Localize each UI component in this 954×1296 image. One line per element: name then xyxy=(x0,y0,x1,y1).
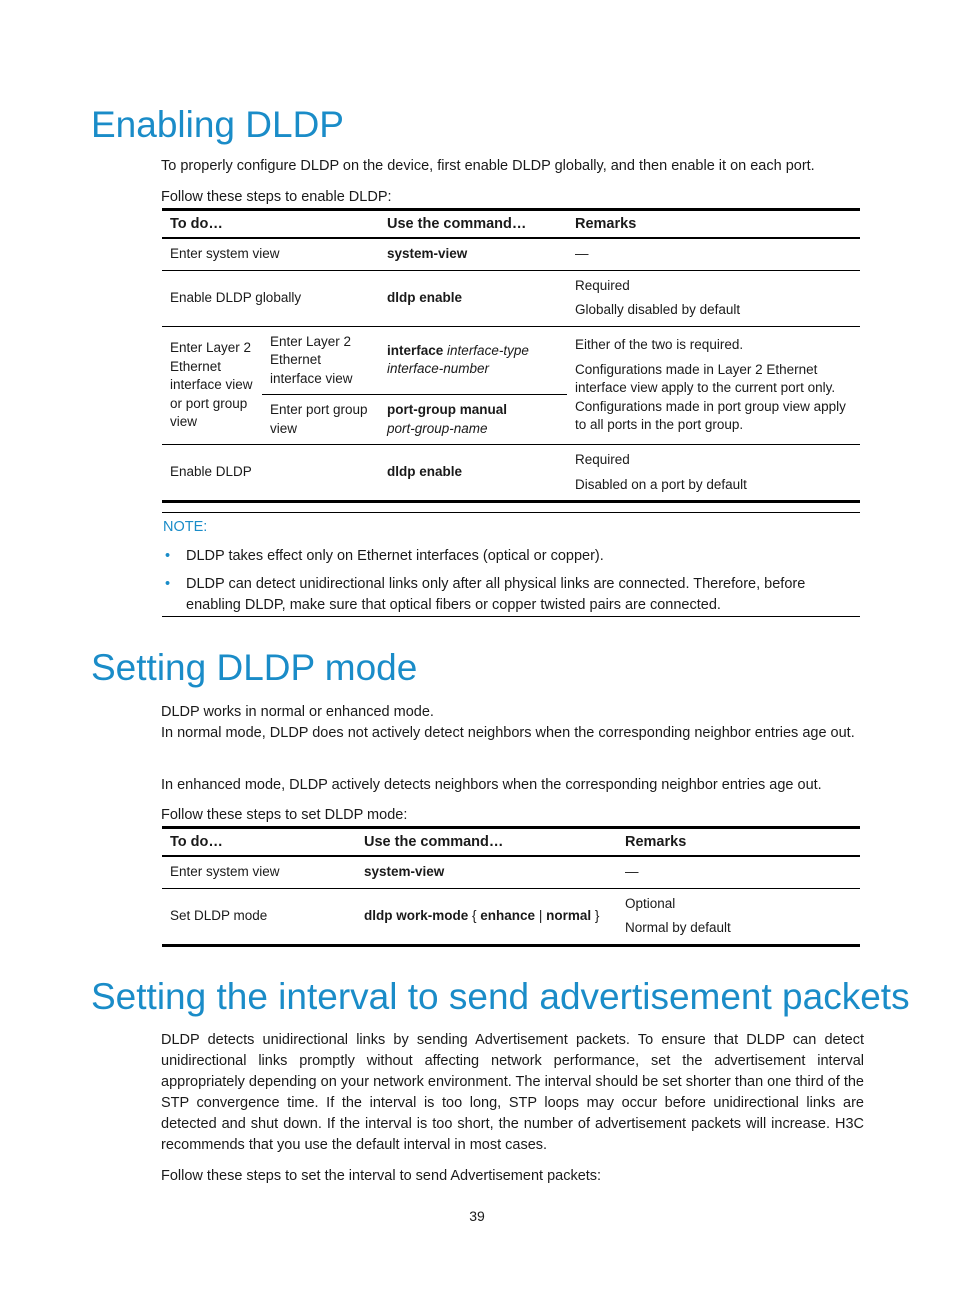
bullet-icon: • xyxy=(165,548,171,564)
header-remarks: Remarks xyxy=(567,210,860,239)
table-header-row xyxy=(162,210,860,239)
paragraph: To properly configure DLDP on the device, first enable DLDP globally, and then enable it on each port. xyxy=(161,158,815,174)
paragraph: DLDP detects unidirectional links by sending Advertisement packets. To ensure that DLDP can detect unidirectional links promptly without affecting network performance, set the advertisement interval appropriately depending on your network environment. The interval should be set shorter than one third of the STP convergence time. If the interval is too long, STP loops may occur before unidirectional links are detected and shut down. If the interval is too short, the number of advertisement packets will increase. H3C recommends that you use the default interval in most cases. xyxy=(161,1032,864,1153)
cell-todo: Enter system view xyxy=(162,856,356,888)
cell-todo-sub: Enter Layer 2 Ethernet interface view xyxy=(262,326,379,395)
paragraph: Follow these steps to set DLDP mode: xyxy=(161,807,408,823)
paragraph: In normal mode, DLDP does not actively detect neighbors when the corresponding neighbor entries age out. xyxy=(161,725,855,741)
cell-remarks xyxy=(617,888,860,945)
table-row xyxy=(162,445,860,502)
cell-command: system-view xyxy=(356,856,617,888)
remark-line: Configurations made in Layer 2 Ethernet interface view apply to the current port only. Configurations made in port group view apply to all ports in the port group. xyxy=(575,361,846,432)
remark-line: Required xyxy=(575,452,630,467)
cell-remarks xyxy=(567,270,860,326)
paragraph: DLDP works in normal or enhanced mode. xyxy=(161,704,434,720)
brace-open: { xyxy=(472,907,477,923)
cell-command: dldp enable xyxy=(379,270,567,326)
section-title-advertisement-interval: Setting the interval to send advertisement packets xyxy=(91,976,910,1017)
command-argument: interface-type interface-number xyxy=(387,342,529,377)
table-row xyxy=(162,888,860,945)
command-argument: port-group-name xyxy=(387,420,488,436)
remark-line: Globally disabled by default xyxy=(575,302,741,317)
paragraph: In enhanced mode, DLDP actively detects neighbors when the corresponding neighbor entries age out. xyxy=(161,777,822,793)
cell-todo-sub: Enter port group view xyxy=(262,395,379,445)
table-row xyxy=(162,270,860,326)
cell-remarks xyxy=(567,445,860,502)
remark-line: Either of the two is required. xyxy=(575,337,744,352)
cell-command: dldp enable xyxy=(379,445,567,502)
command-keyword: interface xyxy=(387,342,444,358)
cell-todo: Enter system view xyxy=(162,238,379,270)
note-top-divider xyxy=(162,512,860,513)
cell-remarks xyxy=(567,326,860,445)
table-header-row xyxy=(162,828,860,857)
command-option: normal xyxy=(546,907,592,923)
paragraph: Follow these steps to enable DLDP: xyxy=(161,189,392,205)
cell-todo: Enable DLDP globally xyxy=(162,270,379,326)
section-title-setting-dldp-mode: Setting DLDP mode xyxy=(91,647,418,688)
table-row xyxy=(162,856,860,888)
remark-line: Required xyxy=(575,277,630,293)
paragraph: Follow these steps to set the interval to send Advertisement packets: xyxy=(161,1168,602,1184)
cell-command xyxy=(379,326,567,395)
cell-remarks: — xyxy=(567,238,860,270)
table-row xyxy=(162,238,860,270)
command-keyword: port-group manual xyxy=(387,402,507,417)
remark-line: Disabled on a port by default xyxy=(575,476,747,492)
brace-close: } xyxy=(594,907,600,923)
option-separator: | xyxy=(538,907,543,923)
note-list xyxy=(164,546,844,623)
command-option: enhance xyxy=(480,907,536,923)
cell-command xyxy=(379,395,567,445)
command-keyword: dldp work-mode xyxy=(364,907,469,923)
list-item xyxy=(164,574,844,616)
cell-command: system-view xyxy=(379,238,567,270)
steps-table-dldp-mode xyxy=(162,826,860,947)
header-todo: To do… xyxy=(162,828,356,857)
cell-todo: Enable DLDP xyxy=(162,445,379,502)
note-text: DLDP can detect unidirectional links only after all physical links are connected. Therefore, before enabling DLDP, make sure that optical fibers or copper twisted pairs are connected. xyxy=(186,576,806,613)
steps-table-enable-dldp xyxy=(162,208,860,503)
remark-line: Optional xyxy=(625,895,676,911)
cell-command xyxy=(356,888,617,945)
bullet-icon: • xyxy=(165,576,171,592)
list-item xyxy=(164,546,844,567)
cell-remarks: — xyxy=(617,856,860,888)
header-command: Use the command… xyxy=(356,828,617,857)
note-label: NOTE: xyxy=(163,519,208,535)
header-remarks: Remarks xyxy=(617,828,860,857)
cell-todo: Set DLDP mode xyxy=(162,888,356,945)
remark-line: Normal by default xyxy=(625,920,731,935)
page-number: 39 xyxy=(469,1208,485,1224)
note-bottom-divider xyxy=(162,616,860,617)
header-command: Use the command… xyxy=(379,210,567,239)
table-row xyxy=(162,326,860,395)
note-text: DLDP takes effect only on Ethernet interfaces (optical or copper). xyxy=(186,548,604,564)
cell-todo-outer: Enter Layer 2 Ethernet interface view or port group view xyxy=(162,326,262,445)
header-todo: To do… xyxy=(162,210,379,239)
section-title-enabling-dldp: Enabling DLDP xyxy=(91,104,344,145)
